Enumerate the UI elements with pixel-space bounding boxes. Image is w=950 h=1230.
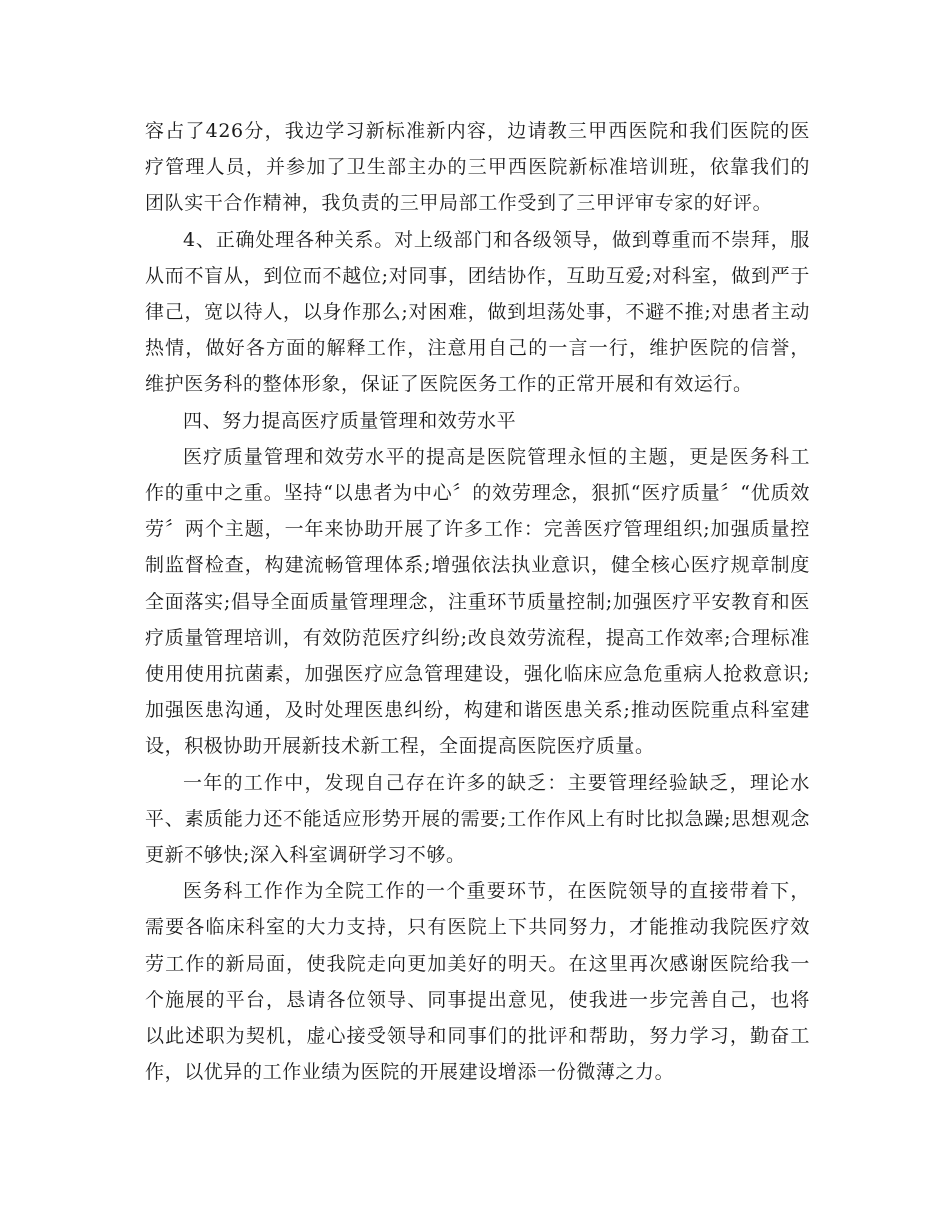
paragraph-relations: 4、正确处理各种关系。对上级部门和各级领导，做到尊重而不崇拜，服从而不盲从，到位而不越位;对同事，团结协作，互助互爱;对科室，做到严于律己，宽以待人，以身作那么;对困难，做到坦荡处事，不避不推;对患者主动热情，做好各方面的解释工作，注意用自己的一言一行，维护医院的信誉，维护医务科的整体形象，保证了医院医务工作的正常开展和有效运行。 [145, 228, 810, 396]
document-body [145, 113, 810, 1090]
paragraph-closing: 医务科工作作为全院工作的一个重要环节，在医院领导的直接带着下，需要各临床科室的大力支持，只有医院上下共同努力，才能推动我院医疗效劳工作的新局面，使我院走向更加美好的明天。在这里再次感谢医院给我一个施展的平台，恳请各位领导、同事提出意见，使我进一步完善自己，也将以此述职为契机，虚心接受领导和同事们的批评和帮助，努力学习，勤奋工作，以优异的工作业绩为医院的开展建设增添一份微薄之力。 [145, 880, 810, 1084]
paragraph-shortcomings: 一年的工作中，发现自己存在许多的缺乏：主要管理经验缺乏，理论水平、素质能力还不能适应形势开展的需要;工作作风上有时比拟急躁;思想观念更新不够快;深入科室调研学习不够。 [145, 771, 810, 867]
paragraph-quality-management: 医疗质量管理和效劳水平的提高是医院管理永恒的主题，更是医务科工作的重中之重。坚持“以患者为中心〞的效劳理念，狠抓“医疗质量〞“优质效劳〞两个主题，一年来协助开展了许多工作：完善医疗管理组织;加强质量控制监督检查，构建流畅管理体系;增强依法执业意识，健全核心医疗规章制度全面落实;倡导全面质量管理理念，注重环节质量控制;加强医疗平安教育和医疗质量管理培训，有效防范医疗纠纷;改良效劳流程，提高工作效率;合理标准使用使用抗菌素，加强医疗应急管理建设，强化临床应急危重病人抢救意识;加强医患沟通，及时处理医患纠纷，构建和谐医患关系;推动医院重点科室建设，积极协助开展新技术新工程，全面提高医院医疗质量。 [145, 445, 810, 758]
paragraph-continuation: 容占了426分，我边学习新标准新内容，边请教三甲西医院和我们医院的医疗管理人员，并参加了卫生部主办的三甲西医院新标准培训班，依靠我们的团队实干合作精神，我负责的三甲局部工作受到了三甲评审专家的好评。 [145, 120, 810, 215]
section-heading-quality: 四、努力提高医疗质量管理和效劳水平 [183, 409, 517, 432]
